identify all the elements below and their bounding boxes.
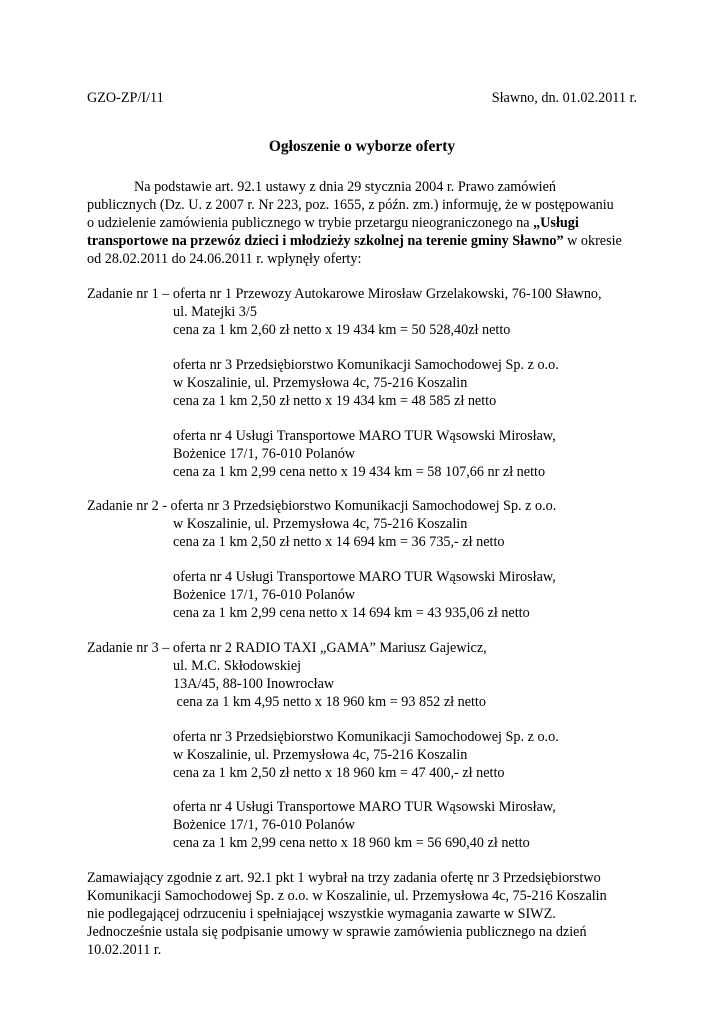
offer-line: oferta nr 3 Przedsiębiorstwo Komunikacji Samochodowej Sp. z o.o.: [173, 357, 559, 373]
intro-line: Na podstawie art. 92.1 ustawy z dnia 29 stycznia 2004 r. Prawo zamówień: [134, 179, 556, 195]
intro-text: w okresie: [563, 233, 622, 249]
offer-line: oferta nr 4 Usługi Transportowe MARO TUR Wąsowski Mirosław,: [173, 569, 556, 585]
document-reference: GZO-ZP/I/11: [87, 90, 164, 106]
conclusion-line: Zamawiający zgodnie z art. 92.1 pkt 1 wybrał na trzy zadania ofertę nr 3 Przedsiębiorstwo: [87, 870, 601, 886]
service-name: „Usługi: [533, 215, 579, 231]
offer-line: Bożenice 17/1, 76-010 Polanów: [173, 446, 356, 462]
task-2-heading: Zadanie nr 2 - oferta nr 3 Przedsiębiorstwo Komunikacji Samochodowej Sp. z o.o.: [87, 498, 557, 514]
offer-price: cena za 1 km 2,99 cena netto x 14 694 km = 43 935,06 zł netto: [173, 605, 530, 621]
intro-line: [87, 214, 579, 232]
offer-line: oferta nr 3 Przedsiębiorstwo Komunikacji Samochodowej Sp. z o.o.: [173, 729, 559, 745]
offer-line: 13A/45, 88-100 Inowrocław: [173, 676, 335, 692]
offer-line: w Koszalinie, ul. Przemysłowa 4c, 75-216 Koszalin: [173, 375, 468, 391]
conclusion-line: nie podlegającej odrzuceniu i spełniającej wszystkie wymagania zawarte w SIWZ.: [87, 906, 556, 922]
offer-line: Bożenice 17/1, 76-010 Polanów: [173, 587, 356, 603]
offer-line: oferta nr 4 Usługi Transportowe MARO TUR Wąsowski Mirosław,: [173, 428, 556, 444]
task-3-heading: Zadanie nr 3 – oferta nr 2 RADIO TAXI „GAMA” Mariusz Gajewicz,: [87, 640, 487, 656]
offer-price: cena za 1 km 2,50 zł netto x 18 960 km = 47 400,- zł netto: [173, 765, 505, 781]
offer-price: cena za 1 km 2,50 zł netto x 19 434 km = 48 585 zł netto: [173, 393, 497, 409]
offer-price: cena za 1 km 2,99 cena netto x 19 434 km = 58 107,66 nr zł netto: [173, 464, 546, 480]
offer-line: ul. M.C. Skłodowskiej: [173, 658, 302, 674]
page-title: Ogłoszenie o wyborze oferty: [268, 138, 456, 155]
offer-price: cena za 1 km 2,60 zł netto x 19 434 km = 50 528,40zł netto: [173, 322, 511, 338]
conclusion-line: Komunikacji Samochodowej Sp. z o.o. w Koszalinie, ul. Przemysłowa 4c, 75-216 Koszalin: [87, 888, 607, 904]
service-name: transportowe na przewóz dzieci i młodzieży szkolnej na terenie gminy Sławno”: [87, 233, 564, 249]
intro-text: o udzielenie zamówienia publicznego w trybie przetargu nieograniczonego na: [87, 215, 534, 231]
offer-price: cena za 1 km 2,99 cena netto x 18 960 km = 56 690,40 zł netto: [173, 835, 530, 851]
intro-line: [87, 232, 622, 250]
offer-price: cena za 1 km 2,50 zł netto x 14 694 km = 36 735,- zł netto: [173, 534, 505, 550]
offer-line: Bożenice 17/1, 76-010 Polanów: [173, 817, 356, 833]
conclusion-line: Jednocześnie ustala się podpisanie umowy w sprawie zamówienia publicznego na dzień: [87, 924, 587, 940]
offer-line: ul. Matejki 3/5: [173, 304, 257, 320]
offer-line: w Koszalinie, ul. Przemysłowa 4c, 75-216 Koszalin: [173, 516, 468, 532]
offer-line: oferta nr 4 Usługi Transportowe MARO TUR Wąsowski Mirosław,: [173, 799, 556, 815]
intro-line: od 28.02.2011 do 24.06.2011 r. wpłynęły oferty:: [87, 251, 362, 267]
offer-line: w Koszalinie, ul. Przemysłowa 4c, 75-216 Koszalin: [173, 747, 468, 763]
intro-line: publicznych (Dz. U. z 2007 r. Nr 223, poz. 1655, z późn. zm.) informuję, że w postępowaniu: [87, 197, 614, 213]
offer-price: cena za 1 km 4,95 netto x 18 960 km = 93 852 zł netto: [173, 694, 486, 710]
place-date: Sławno, dn. 01.02.2011 r.: [491, 90, 637, 106]
conclusion-line: 10.02.2011 r.: [87, 942, 162, 958]
task-1-heading: Zadanie nr 1 – oferta nr 1 Przewozy Autokarowe Mirosław Grzelakowski, 76-100 Sławno,: [87, 286, 602, 302]
